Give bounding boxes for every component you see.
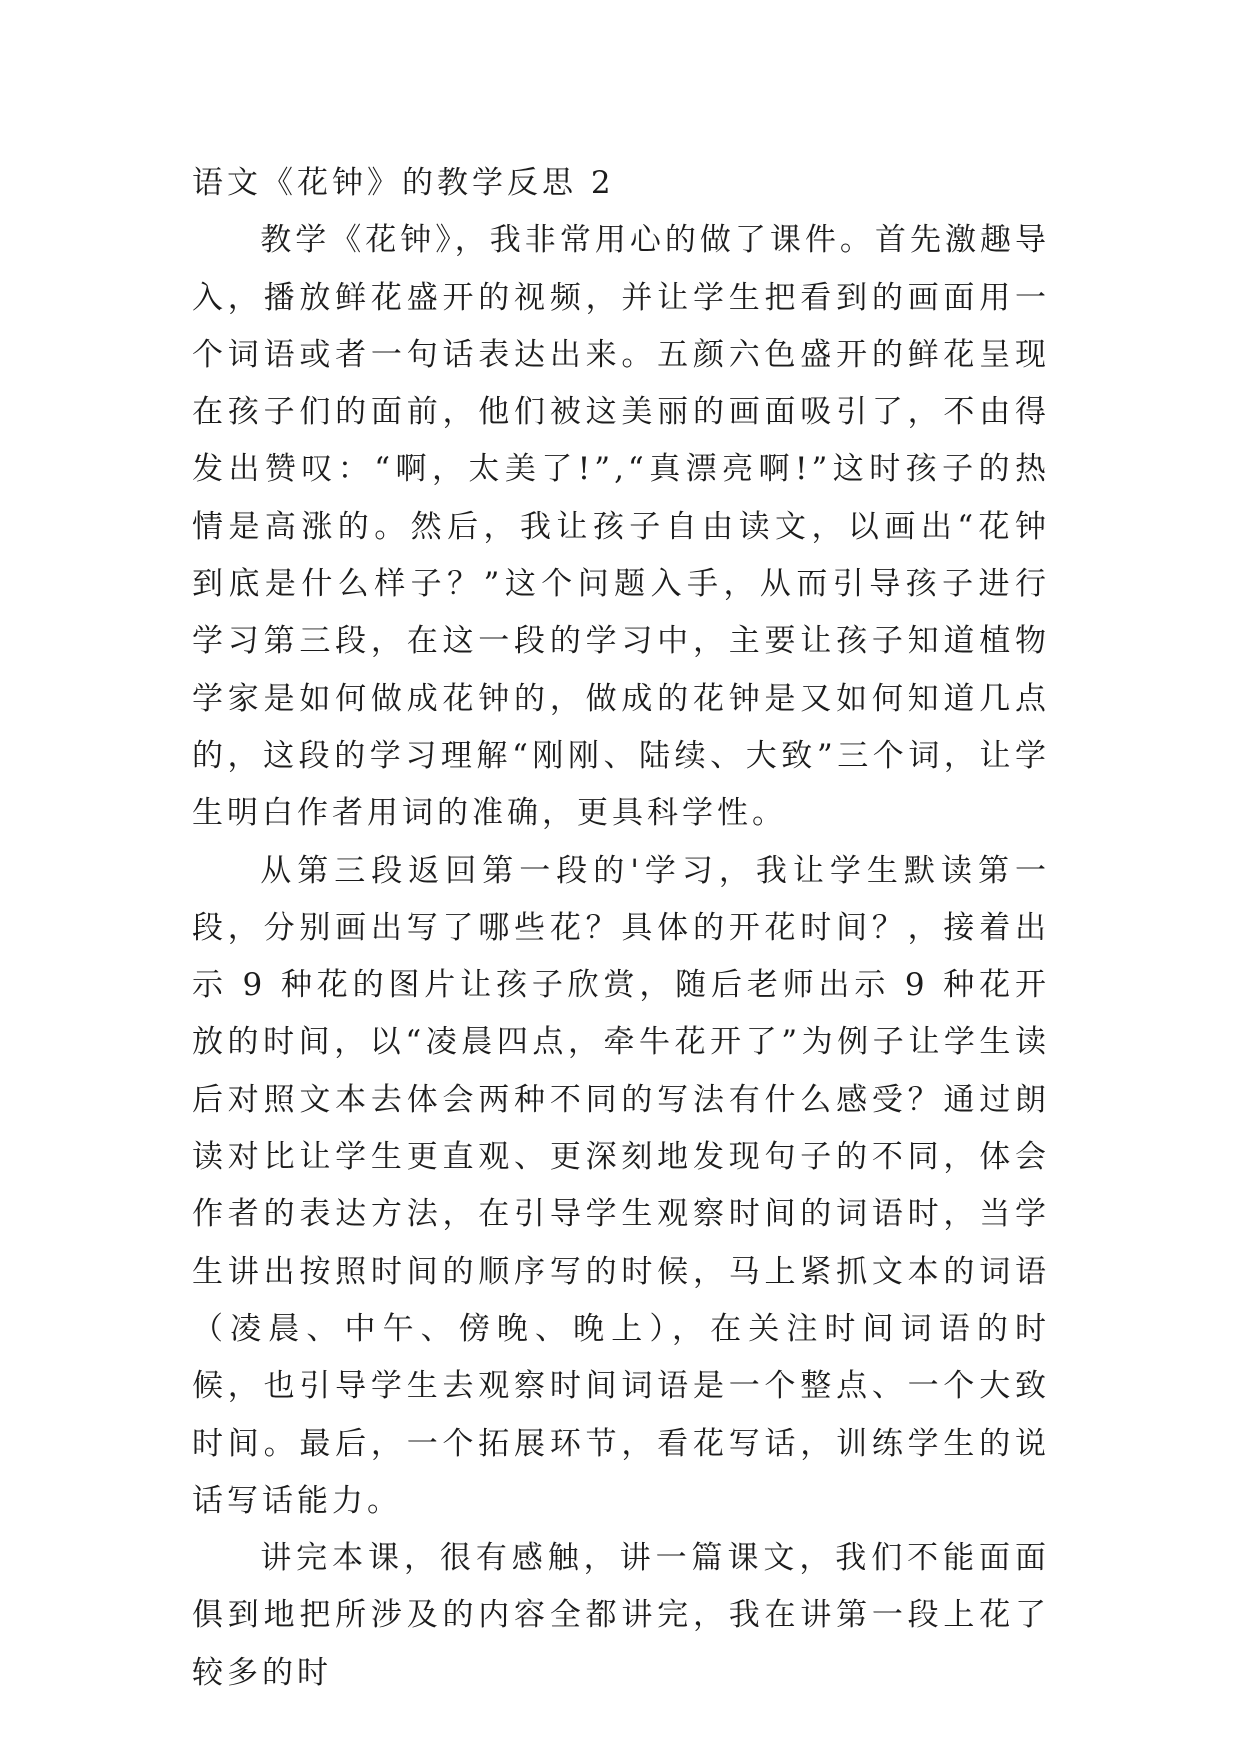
paragraph-intro-lesson: 教学《花钟》，我非常用心的做了课件。首先激趣导入，播放鲜花盛开的视频，并让学生把看到的画面用一个词语或者一句话表达出来。五颜六色盛开的鲜花呈现在孩子们的面前，他们被这美丽的画面吸引了，不由得发出赞叹：“啊，太美了!”,“真漂亮啊!”这时孩子的热情是高涨的。然后，我让孩子自由读文，以画出“花钟到底是什么样子？”这个问题入手，从而引导孩子进行学习第三段，在这一段的学习中，主要让孩子知道植物学家是如何做成花钟的，做成的花钟是又如何知道几点的，这段的学习理解“刚刚、陆续、大致”三个词，让学生明白作者用词的准确，更具科学性。 [192,222,1050,832]
document-body [192,155,1050,1702]
document-title: 语文《花钟》的教学反思 2 [192,165,615,201]
paragraph-first-section: 从第三段返回第一段的'学习，我让学生默读第一段，分别画出写了哪些花？具体的开花时间？，接着出示 9 种花的图片让孩子欣赏，随后老师出示 9 种花开放的时间，以“凌晨四点，牵牛花开了”为例子让学生读后对照文本去体会两种不同的写法有什么感受？通过朗读对比让学生更直观、更深刻地发现句子的不同，体会作者的表达方法，在引导学生观察时间的词语时，当学生讲出按照时间的顺序写的时候，马上紧抓文本的词语（凌晨、中午、傍晚、晚上），在关注时间词语的时候，也引导学生去观察时间词语是一个整点、一个大致时间。最后，一个拓展环节，看花写话，训练学生的说话写话能力。 [192,852,1050,1519]
paragraph-reflection: 讲完本课，很有感触，讲一篇课文，我们不能面面俱到地把所涉及的内容全都讲完，我在讲第一段上花了较多的时 [192,1540,1050,1691]
